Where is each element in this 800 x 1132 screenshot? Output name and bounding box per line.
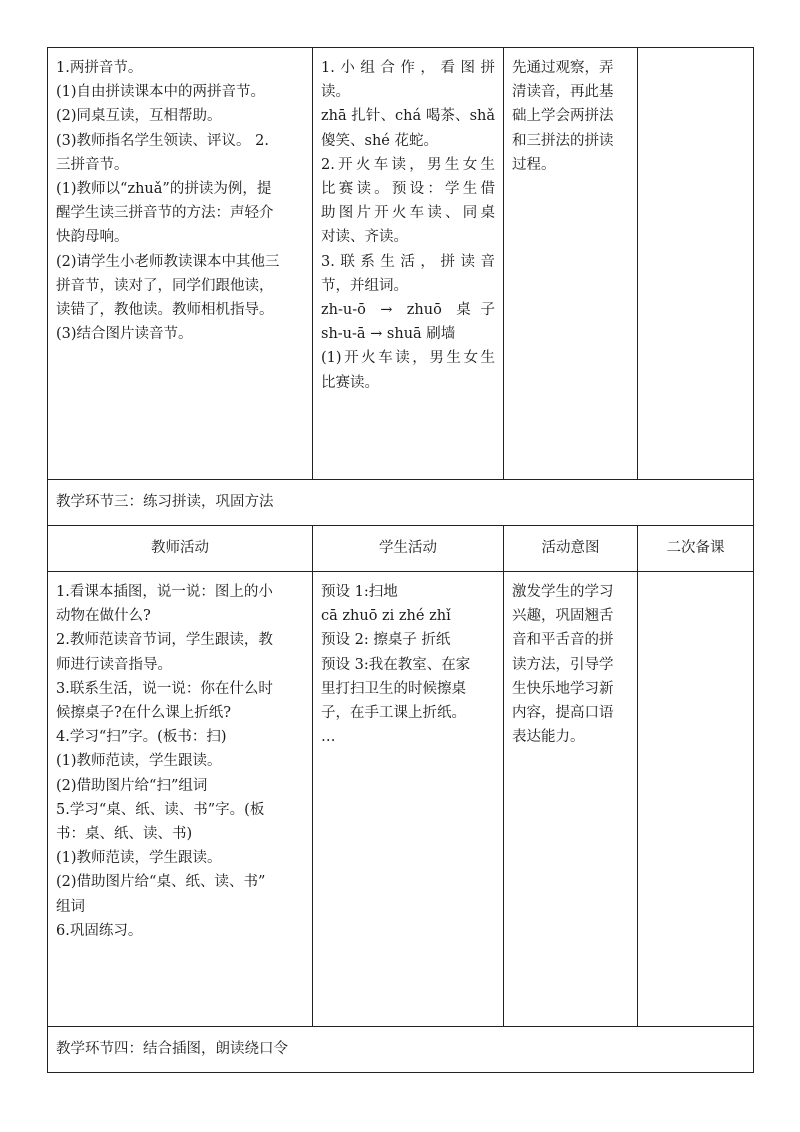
secondary-prep-cell (638, 48, 754, 480)
text-line: 师进行读音指导。 (56, 656, 172, 673)
text-line: 子，在手工课上折纸。 (321, 705, 466, 722)
section-row (48, 480, 754, 526)
text-line: 预设 2: 擦桌子 折纸 (321, 632, 451, 649)
text-line: 比赛读。 (321, 374, 379, 391)
teacher-activity-cell (48, 572, 313, 1027)
student-activity-cell (313, 48, 504, 480)
text-line: 醒学生读三拼音节的方法：声轻介 (56, 205, 274, 222)
text-line: (2)请学生小老师教读课本中其他三 (56, 253, 280, 270)
column-header-notes: 二次备课 (638, 526, 754, 572)
text-line: 和三拼法的拼读 (512, 132, 614, 149)
text-line: 生快乐地学习新 (512, 680, 614, 697)
text-line: 4.学习“扫”字。(板书：扫) (56, 729, 227, 746)
column-header-teacher: 教师活动 (48, 526, 313, 572)
text-line: 2.教师范读音节词，学生跟读，教 (56, 632, 273, 649)
text-line: 3.联系生活，说一说：你在什么时 (56, 680, 273, 697)
text-line: 音和平舌音的拼 (512, 632, 614, 649)
text-line: (1)教师范读，学生跟读。 (56, 753, 222, 770)
teacher-activity-cell (48, 48, 313, 480)
text-line: 先通过观察，弄 (512, 60, 614, 76)
text-line: 1.小组合作，看图拼 (321, 60, 495, 76)
text-line: 础上学会两拼法 (512, 108, 614, 125)
text-line: 激发学生的学习 (512, 584, 614, 600)
text-line: 里打扫卫生的时候擦桌 (321, 680, 466, 697)
text-line: 节，并组词。 (321, 277, 408, 294)
text-line: 拼音节，读对了，同学们跟他读， (56, 277, 274, 294)
text-line: (3)结合图片读音节。 (56, 326, 193, 343)
section-row (48, 1027, 754, 1073)
text-line: cā zhuō zi zhé zhǐ (321, 608, 451, 625)
text-line: 清读音，再此基 (512, 84, 614, 101)
lesson-plan-table (47, 47, 754, 1073)
text-line: 1.两拼音节。 (56, 60, 143, 76)
text-line: sh-u-ā → shuā 刷墙 (321, 326, 456, 343)
column-header-row (48, 526, 754, 572)
text-line: 三拼音节。 (56, 156, 129, 173)
text-line: 傻笑、shé 花蛇。 (321, 132, 438, 149)
student-activity-cell (313, 572, 504, 1027)
text-line: 2.开火车读，男生女生 (321, 156, 495, 173)
activity-intent-cell (504, 48, 638, 480)
text-line: (1)教师以“zhuǎ”的拼读为例，提 (56, 181, 272, 198)
lesson-plan-page (47, 47, 753, 1073)
text-line: 书：桌、纸、读、书) (56, 826, 193, 843)
section-title: 教学环节四：结合插图，朗读绕口令 (48, 1027, 754, 1073)
text-line: 比赛读。预设：学生借 (321, 181, 495, 198)
column-header-intent: 活动意图 (504, 526, 638, 572)
text-line: 读方法，引导学 (512, 656, 614, 673)
text-line: (1)自由拼读课本中的两拼音节。 (56, 84, 266, 101)
text-line: 1.看课本插图，说一说：图上的小 (56, 584, 273, 600)
section-title: 教学环节三：练习拼读，巩固方法 (48, 480, 754, 526)
text-line: 内容，提高口语 (512, 705, 614, 722)
text-line: 表达能力。 (512, 729, 585, 746)
text-line: 兴趣，巩固翘舌 (512, 608, 614, 625)
text-line: (2)借助图片给“扫”组词 (56, 777, 208, 794)
text-line: 动物在做什么? (56, 608, 151, 625)
text-line: 助图片开火车读、同桌 (321, 205, 495, 222)
table-row-practice-activities (48, 572, 754, 1027)
activity-intent-cell (504, 572, 638, 1027)
text-line: 候擦桌子?在什么课上折纸? (56, 705, 232, 722)
text-line: 6.巩固练习。 (56, 922, 143, 939)
table-row-pinyin-activities (48, 48, 754, 480)
secondary-prep-cell (638, 572, 754, 1027)
text-line: 组词 (56, 898, 85, 915)
text-line: 5.学习“桌、纸、读、书”字。(板 (56, 801, 265, 818)
text-line: 读错了，教他读。教师相机指导。 (56, 302, 274, 319)
text-line: (1)开火车读，男生女生 (321, 350, 495, 367)
text-line: … (321, 729, 336, 746)
text-line: 预设 3:我在教室、在家 (321, 656, 471, 673)
text-line: 预设 1:扫地 (321, 584, 398, 600)
text-line: (3)教师指名学生领读、评议。 2. (56, 132, 269, 149)
text-line: (2)借助图片给“桌、纸、读、书” (56, 874, 266, 891)
text-line: (1)教师范读，学生跟读。 (56, 850, 222, 867)
text-line: 读。 (321, 84, 350, 101)
text-line: 过程。 (512, 156, 556, 173)
text-line: 快韵母响。 (56, 229, 129, 246)
text-line: zh-u-ō → zhuō 桌子 (321, 302, 495, 319)
text-line: (2)同桌互读，互相帮助。 (56, 108, 222, 125)
text-line: zhā 扎针、chá 喝茶、shǎ (321, 108, 495, 125)
text-line: 3.联系生活，拼读音 (321, 253, 495, 270)
column-header-student: 学生活动 (313, 526, 504, 572)
text-line: 对读、齐读。 (321, 229, 408, 246)
